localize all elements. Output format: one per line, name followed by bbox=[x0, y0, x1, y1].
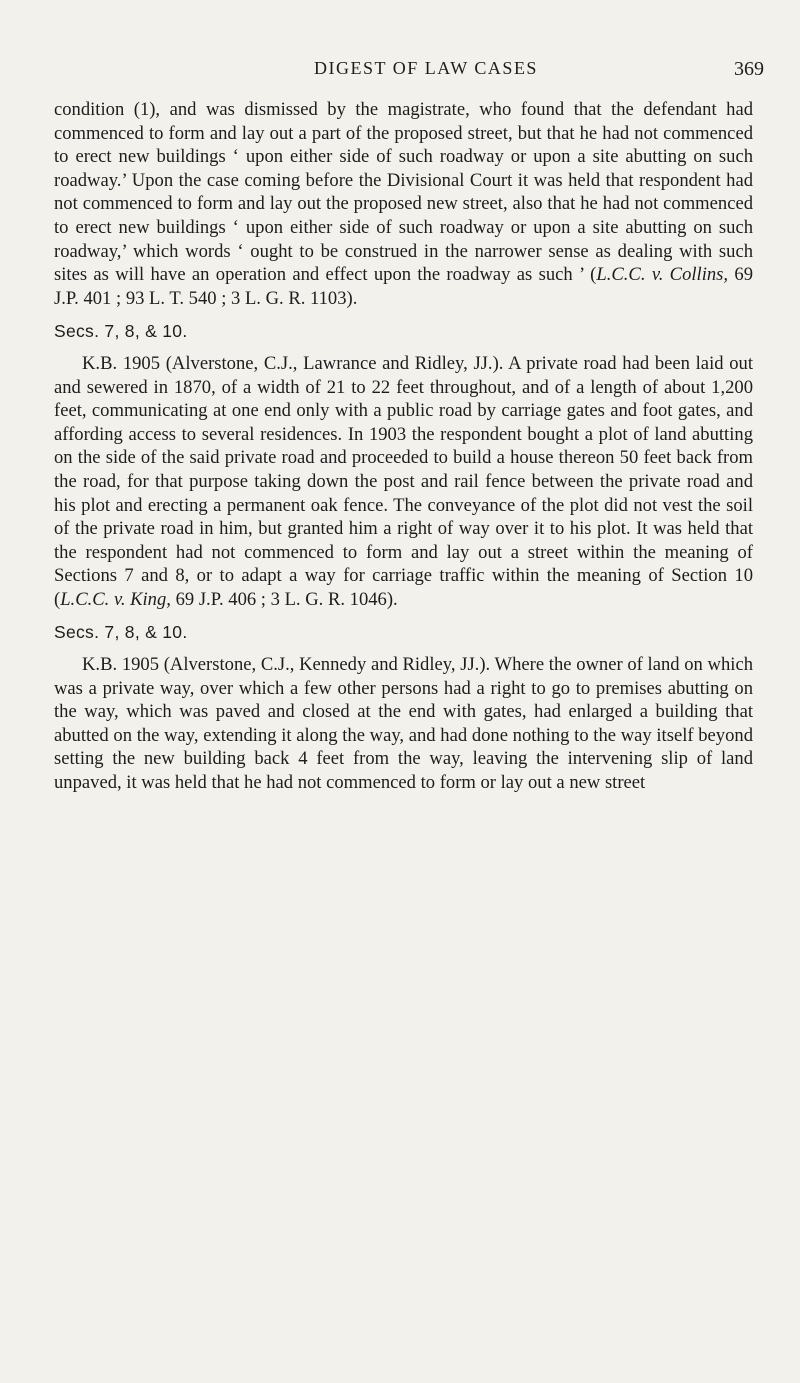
citation-text: 69 J.P. 401 ; 93 L. T. 540 ; 3 L. G. R. 1103). bbox=[54, 264, 753, 309]
paragraph-text: condition (1), and was dismissed by the magistrate, who found that the defendant had commenced to form and lay out a part of the proposed street, but that he had not commenced to erect new buildings ‘ upon either side of such roadway or upon a site abutting on such roadway.’ Upon the case coming before the Divisional Court it was held that respondent had not commenced to form and lay out the proposed new street, also that he had not commenced to erect new buildings ‘ upon either side of such roadway or upon a site abutting on such roadway,’ which words ‘ ought to be construed in the narrower sense as dealing with such sites as will have an operation and effect upon the roadway as such ’ ( bbox=[54, 99, 753, 286]
case-name: L.C.C. v. Collins, bbox=[596, 264, 729, 286]
paragraph-text: K.B. 1905 (Alverstone, C.J., Lawrance and Ridley, JJ.). A private road had been laid out and sewered in 1870, of a width of 21 to 22 feet throughout, and of a length of about 1,200 feet, communicating at one end only with a public road by carriage gates and foot gates, and affording access to several residences. In 1903 the respondent bought a plot of land abutting on the side of the said private road and proceeded to build a house thereon 50 feet back from the road, for that purpose taking down the post and rail fence between the private road and his plot and erecting a permanent oak fence. The conveyance of the plot did not vest the soil of the private road in him, but granted him a right of way over it to his plot. It was held that the respondent had not commenced to form and lay out a street within the meaning of Sections 7 and 8, or to adapt a way for carriage traffic within the meaning of Section 10 ( bbox=[54, 352, 753, 610]
body-text bbox=[54, 98, 753, 795]
section-heading: Secs. 7, 8, & 10. bbox=[54, 622, 188, 643]
paragraph-text: K.B. 1905 (Alverstone, C.J., Kennedy and Ridley, JJ.). Where the owner of land on which was a private way, over which a few other persons had a right to go to premises abutting on the way, which was paved and closed at the end with gates, had enlarged a building that abutted on the way, extending it along the way, and had done nothing to the way itself beyond setting the new building back 4 feet from the way, leaving the intervening slip of land unpaved, it was held that he had not commenced to form or lay out a new street bbox=[54, 654, 753, 794]
case-paragraph bbox=[54, 653, 753, 795]
running-title: DIGEST OF LAW CASES bbox=[314, 58, 538, 78]
section-heading: Secs. 7, 8, & 10. bbox=[54, 321, 188, 342]
page-number: 369 bbox=[734, 58, 764, 80]
case-paragraph bbox=[54, 352, 753, 612]
paragraph-continuation bbox=[54, 98, 753, 310]
running-head bbox=[48, 58, 764, 86]
case-name: L.C.C. v. King, bbox=[60, 588, 171, 610]
citation-text: 69 J.P. 406 ; 3 L. G. R. 1046). bbox=[170, 588, 398, 610]
